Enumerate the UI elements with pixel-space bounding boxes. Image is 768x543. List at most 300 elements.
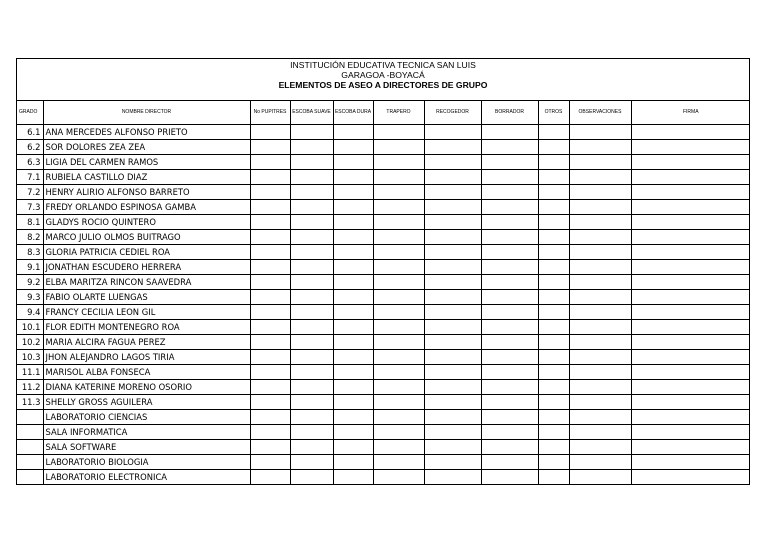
grado-cell[interactable]: 9.2 <box>17 274 43 289</box>
escoba-dura-cell[interactable] <box>333 379 373 394</box>
trapero-cell[interactable] <box>373 214 424 229</box>
director-name-cell[interactable]: FABIO OLARTE LUENGAS <box>43 289 250 304</box>
recogedor-cell[interactable] <box>424 349 481 364</box>
borrador-cell[interactable] <box>481 304 538 319</box>
escoba-suave-cell[interactable] <box>290 439 333 454</box>
table-row <box>17 274 750 289</box>
recogedor-cell[interactable] <box>424 424 481 439</box>
grado-cell[interactable]: 11.1 <box>17 364 43 379</box>
borrador-cell[interactable] <box>481 169 538 184</box>
table-row <box>17 259 750 274</box>
pupitres-cell[interactable] <box>250 469 290 484</box>
grado-cell[interactable]: 9.3 <box>17 289 43 304</box>
firma-cell[interactable] <box>631 274 750 289</box>
otros-cell[interactable] <box>538 409 569 424</box>
director-name-cell[interactable]: JHON ALEJANDRO LAGOS TIRIA <box>43 349 250 364</box>
borrador-cell[interactable] <box>481 409 538 424</box>
trapero-cell[interactable] <box>373 169 424 184</box>
pupitres-cell[interactable] <box>250 199 290 214</box>
otros-cell[interactable] <box>538 184 569 199</box>
borrador-cell[interactable] <box>481 469 538 484</box>
trapero-cell[interactable] <box>373 199 424 214</box>
borrador-cell[interactable] <box>481 229 538 244</box>
firma-cell[interactable] <box>631 469 750 484</box>
escoba-dura-cell[interactable] <box>333 169 373 184</box>
col-header-otros: OTROS <box>538 101 569 124</box>
grado-cell[interactable]: 10.1 <box>17 319 43 334</box>
borrador-cell[interactable] <box>481 334 538 349</box>
recogedor-cell[interactable] <box>424 454 481 469</box>
escoba-dura-cell[interactable] <box>333 304 373 319</box>
table-row <box>17 409 750 424</box>
otros-cell[interactable] <box>538 229 569 244</box>
pupitres-cell[interactable] <box>250 439 290 454</box>
firma-cell[interactable] <box>631 349 750 364</box>
recogedor-cell[interactable] <box>424 334 481 349</box>
director-name-cell[interactable]: MARIA ALCIRA FAGUA PEREZ <box>43 334 250 349</box>
escoba-dura-cell[interactable] <box>333 349 373 364</box>
col-header-borrador: BORRADOR <box>481 101 538 124</box>
otros-cell[interactable] <box>538 334 569 349</box>
escoba-suave-cell[interactable] <box>290 139 333 154</box>
trapero-cell[interactable] <box>373 364 424 379</box>
firma-cell[interactable] <box>631 379 750 394</box>
borrador-cell[interactable] <box>481 394 538 409</box>
grado-cell[interactable]: 7.3 <box>17 199 43 214</box>
escoba-suave-cell[interactable] <box>290 259 333 274</box>
pupitres-cell[interactable] <box>250 169 290 184</box>
director-name-cell[interactable]: HENRY ALIRIO ALFONSO BARRETO <box>43 184 250 199</box>
escoba-suave-cell[interactable] <box>290 349 333 364</box>
pupitres-cell[interactable] <box>250 139 290 154</box>
col-header-trapero: TRAPERO <box>373 101 424 124</box>
recogedor-cell[interactable] <box>424 304 481 319</box>
trapero-cell[interactable] <box>373 259 424 274</box>
observaciones-cell[interactable] <box>569 169 631 184</box>
document-title: ELEMENTOS DE ASEO A DIRECTORES DE GRUPO <box>278 80 488 90</box>
grado-cell[interactable] <box>17 469 43 484</box>
recogedor-cell[interactable] <box>424 244 481 259</box>
observaciones-cell[interactable] <box>569 124 631 139</box>
grado-cell[interactable]: 11.2 <box>17 379 43 394</box>
escoba-dura-cell[interactable] <box>333 289 373 304</box>
grado-cell[interactable]: 10.3 <box>17 349 43 364</box>
firma-cell[interactable] <box>631 259 750 274</box>
borrador-cell[interactable] <box>481 259 538 274</box>
director-name-cell[interactable]: GLORIA PATRICIA CEDIEL ROA <box>43 244 250 259</box>
escoba-dura-cell[interactable] <box>333 274 373 289</box>
pupitres-cell[interactable] <box>250 304 290 319</box>
observaciones-cell[interactable] <box>569 394 631 409</box>
pupitres-cell[interactable] <box>250 349 290 364</box>
table-row <box>17 349 750 364</box>
table-row <box>17 394 750 409</box>
trapero-cell[interactable] <box>373 124 424 139</box>
trapero-cell[interactable] <box>373 409 424 424</box>
borrador-cell[interactable] <box>481 319 538 334</box>
escoba-suave-cell[interactable] <box>290 409 333 424</box>
otros-cell[interactable] <box>538 289 569 304</box>
escoba-suave-cell[interactable] <box>290 244 333 259</box>
observaciones-cell[interactable] <box>569 184 631 199</box>
pupitres-cell[interactable] <box>250 454 290 469</box>
trapero-cell[interactable] <box>373 139 424 154</box>
borrador-cell[interactable] <box>481 424 538 439</box>
firma-cell[interactable] <box>631 139 750 154</box>
table-row <box>17 199 750 214</box>
grado-cell[interactable]: 7.2 <box>17 184 43 199</box>
firma-cell[interactable] <box>631 289 750 304</box>
recogedor-cell[interactable] <box>424 469 481 484</box>
director-name-cell[interactable]: GLADYS ROCIO QUINTERO <box>43 214 250 229</box>
observaciones-cell[interactable] <box>569 469 631 484</box>
director-name-cell[interactable]: LIGIA DEL CARMEN RAMOS <box>43 154 250 169</box>
trapero-cell[interactable] <box>373 349 424 364</box>
recogedor-cell[interactable] <box>424 409 481 424</box>
pupitres-cell[interactable] <box>250 154 290 169</box>
recogedor-cell[interactable] <box>424 259 481 274</box>
observaciones-cell[interactable] <box>569 199 631 214</box>
otros-cell[interactable] <box>538 244 569 259</box>
director-name-cell[interactable]: FRANCY CECILIA LEON GIL <box>43 304 250 319</box>
escoba-suave-cell[interactable] <box>290 229 333 244</box>
director-name-cell[interactable]: SALA INFORMATICA <box>43 424 250 439</box>
escoba-dura-cell[interactable] <box>333 154 373 169</box>
grado-cell[interactable] <box>17 439 43 454</box>
grado-cell[interactable] <box>17 409 43 424</box>
otros-cell[interactable] <box>538 349 569 364</box>
firma-cell[interactable] <box>631 304 750 319</box>
trapero-cell[interactable] <box>373 394 424 409</box>
trapero-cell[interactable] <box>373 244 424 259</box>
observaciones-cell[interactable] <box>569 349 631 364</box>
director-name-cell[interactable]: MARISOL ALBA FONSECA <box>43 364 250 379</box>
recogedor-cell[interactable] <box>424 364 481 379</box>
borrador-cell[interactable] <box>481 244 538 259</box>
pupitres-cell[interactable] <box>250 409 290 424</box>
institution-location: GARAGOA -BOYACÁ <box>341 70 425 80</box>
otros-cell[interactable] <box>538 424 569 439</box>
director-name-cell[interactable]: FREDY ORLANDO ESPINOSA GAMBA <box>43 199 250 214</box>
col-header-recogedor: RECOGEDOR <box>424 101 481 124</box>
escoba-dura-cell[interactable] <box>333 199 373 214</box>
table-row <box>17 379 750 394</box>
borrador-cell[interactable] <box>481 139 538 154</box>
escoba-dura-cell[interactable] <box>333 139 373 154</box>
escoba-suave-cell[interactable] <box>290 169 333 184</box>
escoba-dura-cell[interactable] <box>333 319 373 334</box>
col-header-escoba-dura: ESCOBA DURA <box>333 101 373 124</box>
trapero-cell[interactable] <box>373 304 424 319</box>
director-name-cell[interactable]: LABORATORIO CIENCIAS <box>43 409 250 424</box>
otros-cell[interactable] <box>538 439 569 454</box>
borrador-cell[interactable] <box>481 184 538 199</box>
observaciones-cell[interactable] <box>569 244 631 259</box>
escoba-suave-cell[interactable] <box>290 319 333 334</box>
observaciones-cell[interactable] <box>569 364 631 379</box>
observaciones-cell[interactable] <box>569 409 631 424</box>
firma-cell[interactable] <box>631 439 750 454</box>
escoba-suave-cell[interactable] <box>290 424 333 439</box>
observaciones-cell[interactable] <box>569 274 631 289</box>
pupitres-cell[interactable] <box>250 124 290 139</box>
firma-cell[interactable] <box>631 319 750 334</box>
director-name-cell[interactable]: ANA MERCEDES ALFONSO PRIETO <box>43 124 250 139</box>
director-name-cell[interactable]: ELBA MARITZA RINCON SAAVEDRA <box>43 274 250 289</box>
observaciones-cell[interactable] <box>569 229 631 244</box>
observaciones-cell[interactable] <box>569 139 631 154</box>
otros-cell[interactable] <box>538 379 569 394</box>
escoba-dura-cell[interactable] <box>333 184 373 199</box>
escoba-suave-cell[interactable] <box>290 304 333 319</box>
pupitres-cell[interactable] <box>250 289 290 304</box>
observaciones-cell[interactable] <box>569 304 631 319</box>
escoba-suave-cell[interactable] <box>290 334 333 349</box>
director-name-cell[interactable]: JONATHAN ESCUDERO HERRERA <box>43 259 250 274</box>
firma-cell[interactable] <box>631 334 750 349</box>
pupitres-cell[interactable] <box>250 379 290 394</box>
recogedor-cell[interactable] <box>424 169 481 184</box>
director-name-cell[interactable]: FLOR EDITH MONTENEGRO ROA <box>43 319 250 334</box>
document-header <box>17 59 749 101</box>
pupitres-cell[interactable] <box>250 259 290 274</box>
borrador-cell[interactable] <box>481 154 538 169</box>
grado-cell[interactable]: 6.3 <box>17 154 43 169</box>
firma-cell[interactable] <box>631 214 750 229</box>
recogedor-cell[interactable] <box>424 394 481 409</box>
grado-cell[interactable] <box>17 424 43 439</box>
firma-cell[interactable] <box>631 154 750 169</box>
trapero-cell[interactable] <box>373 379 424 394</box>
firma-cell[interactable] <box>631 409 750 424</box>
recogedor-cell[interactable] <box>424 229 481 244</box>
director-name-cell[interactable]: LABORATORIO BIOLOGIA <box>43 454 250 469</box>
observaciones-cell[interactable] <box>569 319 631 334</box>
director-name-cell[interactable]: MARCO JULIO OLMOS BUITRAGO <box>43 229 250 244</box>
escoba-dura-cell[interactable] <box>333 259 373 274</box>
otros-cell[interactable] <box>538 259 569 274</box>
observaciones-cell[interactable] <box>569 334 631 349</box>
recogedor-cell[interactable] <box>424 214 481 229</box>
grado-cell[interactable]: 9.1 <box>17 259 43 274</box>
escoba-dura-cell[interactable] <box>333 454 373 469</box>
borrador-cell[interactable] <box>481 124 538 139</box>
trapero-cell[interactable] <box>373 424 424 439</box>
firma-cell[interactable] <box>631 244 750 259</box>
trapero-cell[interactable] <box>373 154 424 169</box>
otros-cell[interactable] <box>538 394 569 409</box>
observaciones-cell[interactable] <box>569 439 631 454</box>
pupitres-cell[interactable] <box>250 424 290 439</box>
trapero-cell[interactable] <box>373 184 424 199</box>
borrador-cell[interactable] <box>481 289 538 304</box>
otros-cell[interactable] <box>538 304 569 319</box>
director-name-cell[interactable]: SOR DOLORES ZEA ZEA <box>43 139 250 154</box>
firma-cell[interactable] <box>631 184 750 199</box>
recogedor-cell[interactable] <box>424 379 481 394</box>
grado-cell[interactable]: 8.2 <box>17 229 43 244</box>
firma-cell[interactable] <box>631 229 750 244</box>
escoba-dura-cell[interactable] <box>333 439 373 454</box>
escoba-suave-cell[interactable] <box>290 124 333 139</box>
grado-cell[interactable]: 6.1 <box>17 124 43 139</box>
table-row <box>17 244 750 259</box>
trapero-cell[interactable] <box>373 334 424 349</box>
trapero-cell[interactable] <box>373 229 424 244</box>
otros-cell[interactable] <box>538 154 569 169</box>
recogedor-cell[interactable] <box>424 439 481 454</box>
table-row <box>17 229 750 244</box>
grado-cell[interactable]: 6.2 <box>17 139 43 154</box>
col-header-escoba-suave: ESCOBA SUAVE <box>290 101 333 124</box>
firma-cell[interactable] <box>631 124 750 139</box>
director-name-cell[interactable]: LABORATORIO ELECTRONICA <box>43 469 250 484</box>
observaciones-cell[interactable] <box>569 154 631 169</box>
escoba-suave-cell[interactable] <box>290 379 333 394</box>
otros-cell[interactable] <box>538 124 569 139</box>
director-name-cell[interactable]: DIANA KATERINE MORENO OSORIO <box>43 379 250 394</box>
otros-cell[interactable] <box>538 364 569 379</box>
pupitres-cell[interactable] <box>250 244 290 259</box>
escoba-dura-cell[interactable] <box>333 364 373 379</box>
grado-cell[interactable] <box>17 454 43 469</box>
escoba-suave-cell[interactable] <box>290 199 333 214</box>
escoba-dura-cell[interactable] <box>333 229 373 244</box>
table-row <box>17 469 750 484</box>
escoba-dura-cell[interactable] <box>333 214 373 229</box>
table-row <box>17 169 750 184</box>
recogedor-cell[interactable] <box>424 184 481 199</box>
grado-cell[interactable]: 11.3 <box>17 394 43 409</box>
escoba-dura-cell[interactable] <box>333 244 373 259</box>
table-row <box>17 364 750 379</box>
firma-cell[interactable] <box>631 199 750 214</box>
borrador-cell[interactable] <box>481 199 538 214</box>
borrador-cell[interactable] <box>481 454 538 469</box>
firma-cell[interactable] <box>631 454 750 469</box>
table-row <box>17 304 750 319</box>
escoba-dura-cell[interactable] <box>333 124 373 139</box>
otros-cell[interactable] <box>538 199 569 214</box>
recogedor-cell[interactable] <box>424 124 481 139</box>
table-row <box>17 424 750 439</box>
grado-cell[interactable]: 9.4 <box>17 304 43 319</box>
escoba-suave-cell[interactable] <box>290 289 333 304</box>
table-row <box>17 214 750 229</box>
director-name-cell[interactable]: RUBIELA CASTILLO DIAZ <box>43 169 250 184</box>
pupitres-cell[interactable] <box>250 334 290 349</box>
pupitres-cell[interactable] <box>250 274 290 289</box>
table-row <box>17 319 750 334</box>
borrador-cell[interactable] <box>481 274 538 289</box>
trapero-cell[interactable] <box>373 289 424 304</box>
grado-cell[interactable]: 8.3 <box>17 244 43 259</box>
column-header-row <box>17 101 750 124</box>
grado-cell[interactable]: 10.2 <box>17 334 43 349</box>
recogedor-cell[interactable] <box>424 154 481 169</box>
borrador-cell[interactable] <box>481 439 538 454</box>
escoba-dura-cell[interactable] <box>333 394 373 409</box>
escoba-suave-cell[interactable] <box>290 154 333 169</box>
pupitres-cell[interactable] <box>250 184 290 199</box>
otros-cell[interactable] <box>538 274 569 289</box>
recogedor-cell[interactable] <box>424 139 481 154</box>
borrador-cell[interactable] <box>481 379 538 394</box>
otros-cell[interactable] <box>538 454 569 469</box>
escoba-suave-cell[interactable] <box>290 454 333 469</box>
table-row <box>17 139 750 154</box>
escoba-suave-cell[interactable] <box>290 364 333 379</box>
observaciones-cell[interactable] <box>569 379 631 394</box>
table-row <box>17 124 750 139</box>
grado-cell[interactable]: 7.1 <box>17 169 43 184</box>
pupitres-cell[interactable] <box>250 364 290 379</box>
trapero-cell[interactable] <box>373 469 424 484</box>
escoba-suave-cell[interactable] <box>290 469 333 484</box>
borrador-cell[interactable] <box>481 364 538 379</box>
otros-cell[interactable] <box>538 139 569 154</box>
escoba-dura-cell[interactable] <box>333 334 373 349</box>
trapero-cell[interactable] <box>373 439 424 454</box>
recogedor-cell[interactable] <box>424 319 481 334</box>
pupitres-cell[interactable] <box>250 394 290 409</box>
table-row <box>17 334 750 349</box>
otros-cell[interactable] <box>538 469 569 484</box>
director-name-cell[interactable]: SHELLY GROSS AGUILERA <box>43 394 250 409</box>
director-name-cell[interactable]: SALA SOFTWARE <box>43 439 250 454</box>
firma-cell[interactable] <box>631 169 750 184</box>
observaciones-cell[interactable] <box>569 289 631 304</box>
escoba-dura-cell[interactable] <box>333 409 373 424</box>
pupitres-cell[interactable] <box>250 319 290 334</box>
escoba-suave-cell[interactable] <box>290 184 333 199</box>
borrador-cell[interactable] <box>481 214 538 229</box>
observaciones-cell[interactable] <box>569 424 631 439</box>
escoba-suave-cell[interactable] <box>290 274 333 289</box>
trapero-cell[interactable] <box>373 454 424 469</box>
recogedor-cell[interactable] <box>424 289 481 304</box>
col-header-pupitres: No PUPITRES <box>250 101 290 124</box>
pupitres-cell[interactable] <box>250 214 290 229</box>
spreadsheet-form <box>16 58 750 485</box>
recogedor-cell[interactable] <box>424 199 481 214</box>
otros-cell[interactable] <box>538 214 569 229</box>
pupitres-cell[interactable] <box>250 229 290 244</box>
table-row <box>17 154 750 169</box>
col-header-grado: GRADO <box>17 101 43 124</box>
col-header-nombre: NOMBRE DIRECTOR <box>43 101 250 124</box>
observaciones-cell[interactable] <box>569 259 631 274</box>
otros-cell[interactable] <box>538 319 569 334</box>
recogedor-cell[interactable] <box>424 274 481 289</box>
firma-cell[interactable] <box>631 364 750 379</box>
directors-table <box>17 101 750 484</box>
escoba-dura-cell[interactable] <box>333 424 373 439</box>
escoba-suave-cell[interactable] <box>290 394 333 409</box>
observaciones-cell[interactable] <box>569 454 631 469</box>
firma-cell[interactable] <box>631 424 750 439</box>
observaciones-cell[interactable] <box>569 214 631 229</box>
otros-cell[interactable] <box>538 169 569 184</box>
trapero-cell[interactable] <box>373 274 424 289</box>
trapero-cell[interactable] <box>373 319 424 334</box>
firma-cell[interactable] <box>631 394 750 409</box>
escoba-dura-cell[interactable] <box>333 469 373 484</box>
grado-cell[interactable]: 8.1 <box>17 214 43 229</box>
escoba-suave-cell[interactable] <box>290 214 333 229</box>
borrador-cell[interactable] <box>481 349 538 364</box>
table-row <box>17 289 750 304</box>
